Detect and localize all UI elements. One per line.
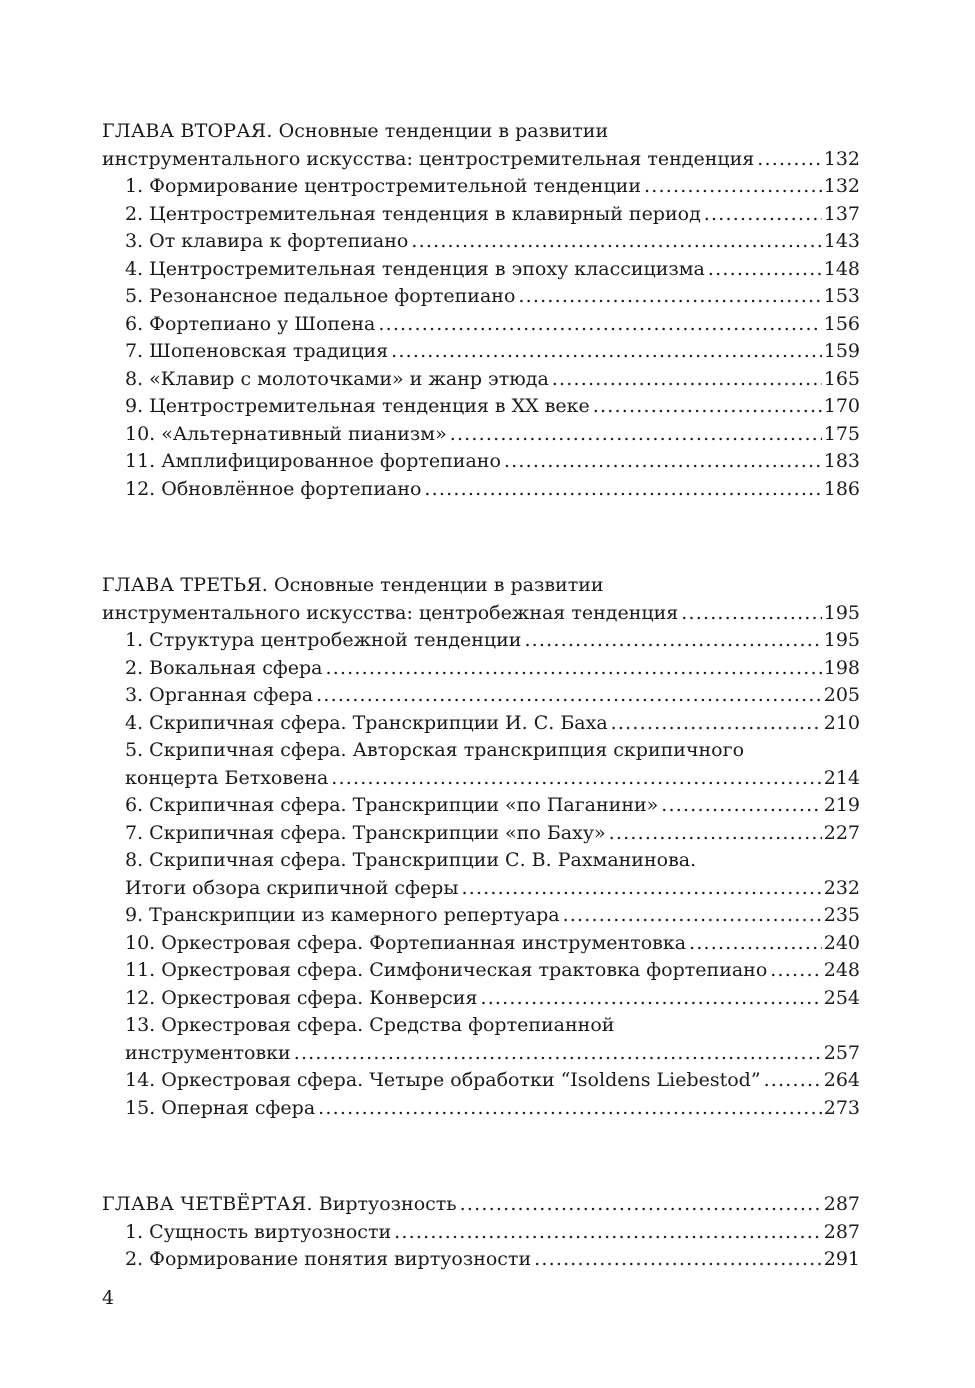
leader-dots [378,311,821,339]
chapter-heading-cont [102,600,860,628]
item-title: 9. Центростремительная тенденция в XX веке [125,395,590,417]
item-title: 2. Вокальная сфера [125,656,323,679]
item-title: 6. Фортепиано у Шопена [125,312,376,335]
chapter-title: Основные тенденции в развитии [272,120,609,142]
leader-dots [552,366,822,394]
item-title: 12. Оркестровая сфера. Конверсия [125,986,478,1009]
list-item [102,173,860,201]
list-item [102,627,860,655]
chapter-title-cont: инструментального искусства: центростремительная тенденция [102,147,755,170]
list-item [102,283,860,311]
leader-dots [534,1246,822,1274]
page-ref: 210 [823,711,860,734]
item-title: 1. Формирование центростремительной тенденции [125,175,642,197]
chapter-heading-cont [102,146,860,174]
leader-dots [609,820,822,848]
page-ref: 132 [823,147,860,170]
list-item [102,1095,860,1123]
chapter-2 [102,118,860,503]
item-title: 2. Формирование понятия виртуозности [125,1248,532,1270]
list-item [102,710,860,738]
leader-dots [563,902,822,930]
page-ref: 165 [823,367,860,390]
chapter-3 [102,572,860,1122]
item-title: 4. Скрипичная сфера. Транскрипции И. С. Баха [125,711,608,734]
item-title: 11. Амплифицированное фортепиано [125,450,501,472]
page-ref: 143 [823,230,860,252]
page-ref: 153 [823,285,860,307]
list-item [102,366,860,394]
leader-dots [394,1219,822,1247]
item-title: 7. Скрипичная сфера. Транскрипции «по Баху» [125,821,606,844]
list-item [102,421,860,449]
page-ref: 273 [823,1096,860,1119]
leader-dots [524,627,821,655]
list-item-first-line: 13. Оркестровая сфера. Средства фортепианной [125,1014,615,1036]
leader-dots [704,201,822,229]
item-title: 1. Сущность виртуозности [125,1220,392,1243]
chapter-title: Основные тенденции в развитии [268,574,604,596]
page-ref: 214 [823,766,860,789]
leader-dots [424,476,821,504]
item-title: инструментовки [125,1041,291,1064]
item-title: 12. Обновлённое фортепиано [125,477,422,500]
page-ref: 195 [823,601,860,624]
item-title: 9. Транскрипции из камерного репертуара [125,904,560,926]
leader-dots [689,930,822,958]
list-item [102,820,860,848]
leader-dots [450,421,822,449]
chapter-title: Виртуозность [312,1193,457,1215]
list-item [102,985,860,1013]
leader-dots [611,710,822,738]
list-item [102,1246,860,1274]
item-title: 15. Оперная сфера [125,1096,316,1119]
leader-dots [504,448,822,476]
list-item [102,682,860,710]
page-ref: 186 [823,477,860,500]
item-title: 4. Центростремительная тенденция в эпоху классицизма [125,257,705,280]
leader-dots [518,283,821,311]
list-item [102,930,860,958]
leader-dots [460,1191,822,1219]
chapter-heading-text [102,1191,460,1219]
leader-dots [757,146,822,174]
list-item [102,875,860,903]
page-ref: 287 [823,1193,860,1215]
item-title: 5. Резонансное педальное фортепиано [125,285,516,307]
page-ref: 240 [823,931,860,954]
item-title: 10. «Альтернативный пианизм» [125,422,447,445]
page-ref: 287 [823,1220,860,1243]
chapter-heading [102,572,860,600]
page-ref: 148 [823,257,860,280]
leader-dots [681,600,822,628]
item-title: 11. Оркестровая сфера. Симфоническая трактовка фортепиано [125,959,768,981]
item-title: 8. «Клавир с молоточками» и жанр этюда [125,367,549,390]
list-item [102,1040,860,1068]
chapter-label: ГЛАВА ЧЕТВЁРТАЯ. [102,1193,313,1215]
page-ref: 291 [823,1248,860,1270]
leader-dots [770,957,821,985]
item-title: 10. Оркестровая сфера. Фортепианная инструментовка [125,931,687,954]
leader-dots [764,1067,822,1095]
leader-dots [411,228,821,256]
item-title: 1. Структура центробежной тенденции [125,629,522,651]
list-item [102,338,860,366]
leader-dots [318,1095,822,1123]
page-ref: 235 [823,904,860,926]
leader-dots [294,1040,822,1068]
item-title: 3. Органная сфера [125,684,314,706]
list-item [102,476,860,504]
leader-dots [480,985,821,1013]
page-ref: 227 [823,821,860,844]
page-ref: 159 [823,340,860,362]
list-item [102,228,860,256]
list-item [102,902,860,930]
table-of-contents [102,118,860,1274]
item-title: Итоги обзора скрипичной сферы [125,876,459,899]
list-item [102,1067,860,1095]
item-title: 7. Шопеновская традиция [125,340,389,362]
chapter-heading [102,118,860,146]
page-ref: 195 [823,629,860,651]
list-item [102,765,860,793]
chapter-label: ГЛАВА ВТОРАЯ. [102,120,273,142]
page-ref: 175 [823,422,860,445]
chapter-title-cont: инструментального искусства: центробежная тенденция [102,601,679,624]
page-ref: 248 [823,959,860,981]
list-item [102,1219,860,1247]
leader-dots [331,765,821,793]
list-item [102,311,860,339]
page-ref: 170 [823,395,860,417]
leader-dots [708,256,822,284]
page-ref: 183 [823,450,860,472]
page-ref: 264 [823,1069,860,1091]
leader-dots [316,682,822,710]
page-ref: 232 [823,876,860,899]
page-ref: 257 [823,1041,860,1064]
page-ref: 198 [823,656,860,679]
leader-dots [593,393,822,421]
list-item-first-line: 8. Скрипичная сфера. Транскрипции С. В. Рахманинова. [125,849,697,871]
item-title: концерта Бетховена [125,766,329,789]
list-item [102,792,860,820]
page-number: 4 [102,1287,115,1309]
list-item [102,448,860,476]
item-title: 14. Оркестровая сфера. Четыре обработки “Isoldens Liebestod” [125,1069,761,1091]
leader-dots [391,338,822,366]
page-ref: 156 [823,312,860,335]
leader-dots [325,655,821,683]
item-title: 2. Центростремительная тенденция в клавирный период [125,202,701,225]
list-item [102,655,860,683]
item-title: 6. Скрипичная сфера. Транскрипции «по Паганини» [125,794,659,816]
item-title: 3. От клавира к фортепиано [125,230,409,252]
list-item [102,393,860,421]
leader-dots [461,875,821,903]
page-ref: 132 [823,175,860,197]
list-item [102,957,860,985]
page-ref: 254 [823,986,860,1009]
list-item [102,256,860,284]
page-ref: 205 [823,684,860,706]
chapter-heading [102,1191,860,1219]
page-ref: 137 [823,202,860,225]
list-item-first-line: 5. Скрипичная сфера. Авторская транскрипция скрипичного [125,739,745,761]
chapter-label: ГЛАВА ТРЕТЬЯ. [102,574,269,596]
chapter-4 [102,1191,860,1274]
leader-dots [661,792,821,820]
page-ref: 219 [823,794,860,816]
leader-dots [644,173,822,201]
list-item [102,201,860,229]
